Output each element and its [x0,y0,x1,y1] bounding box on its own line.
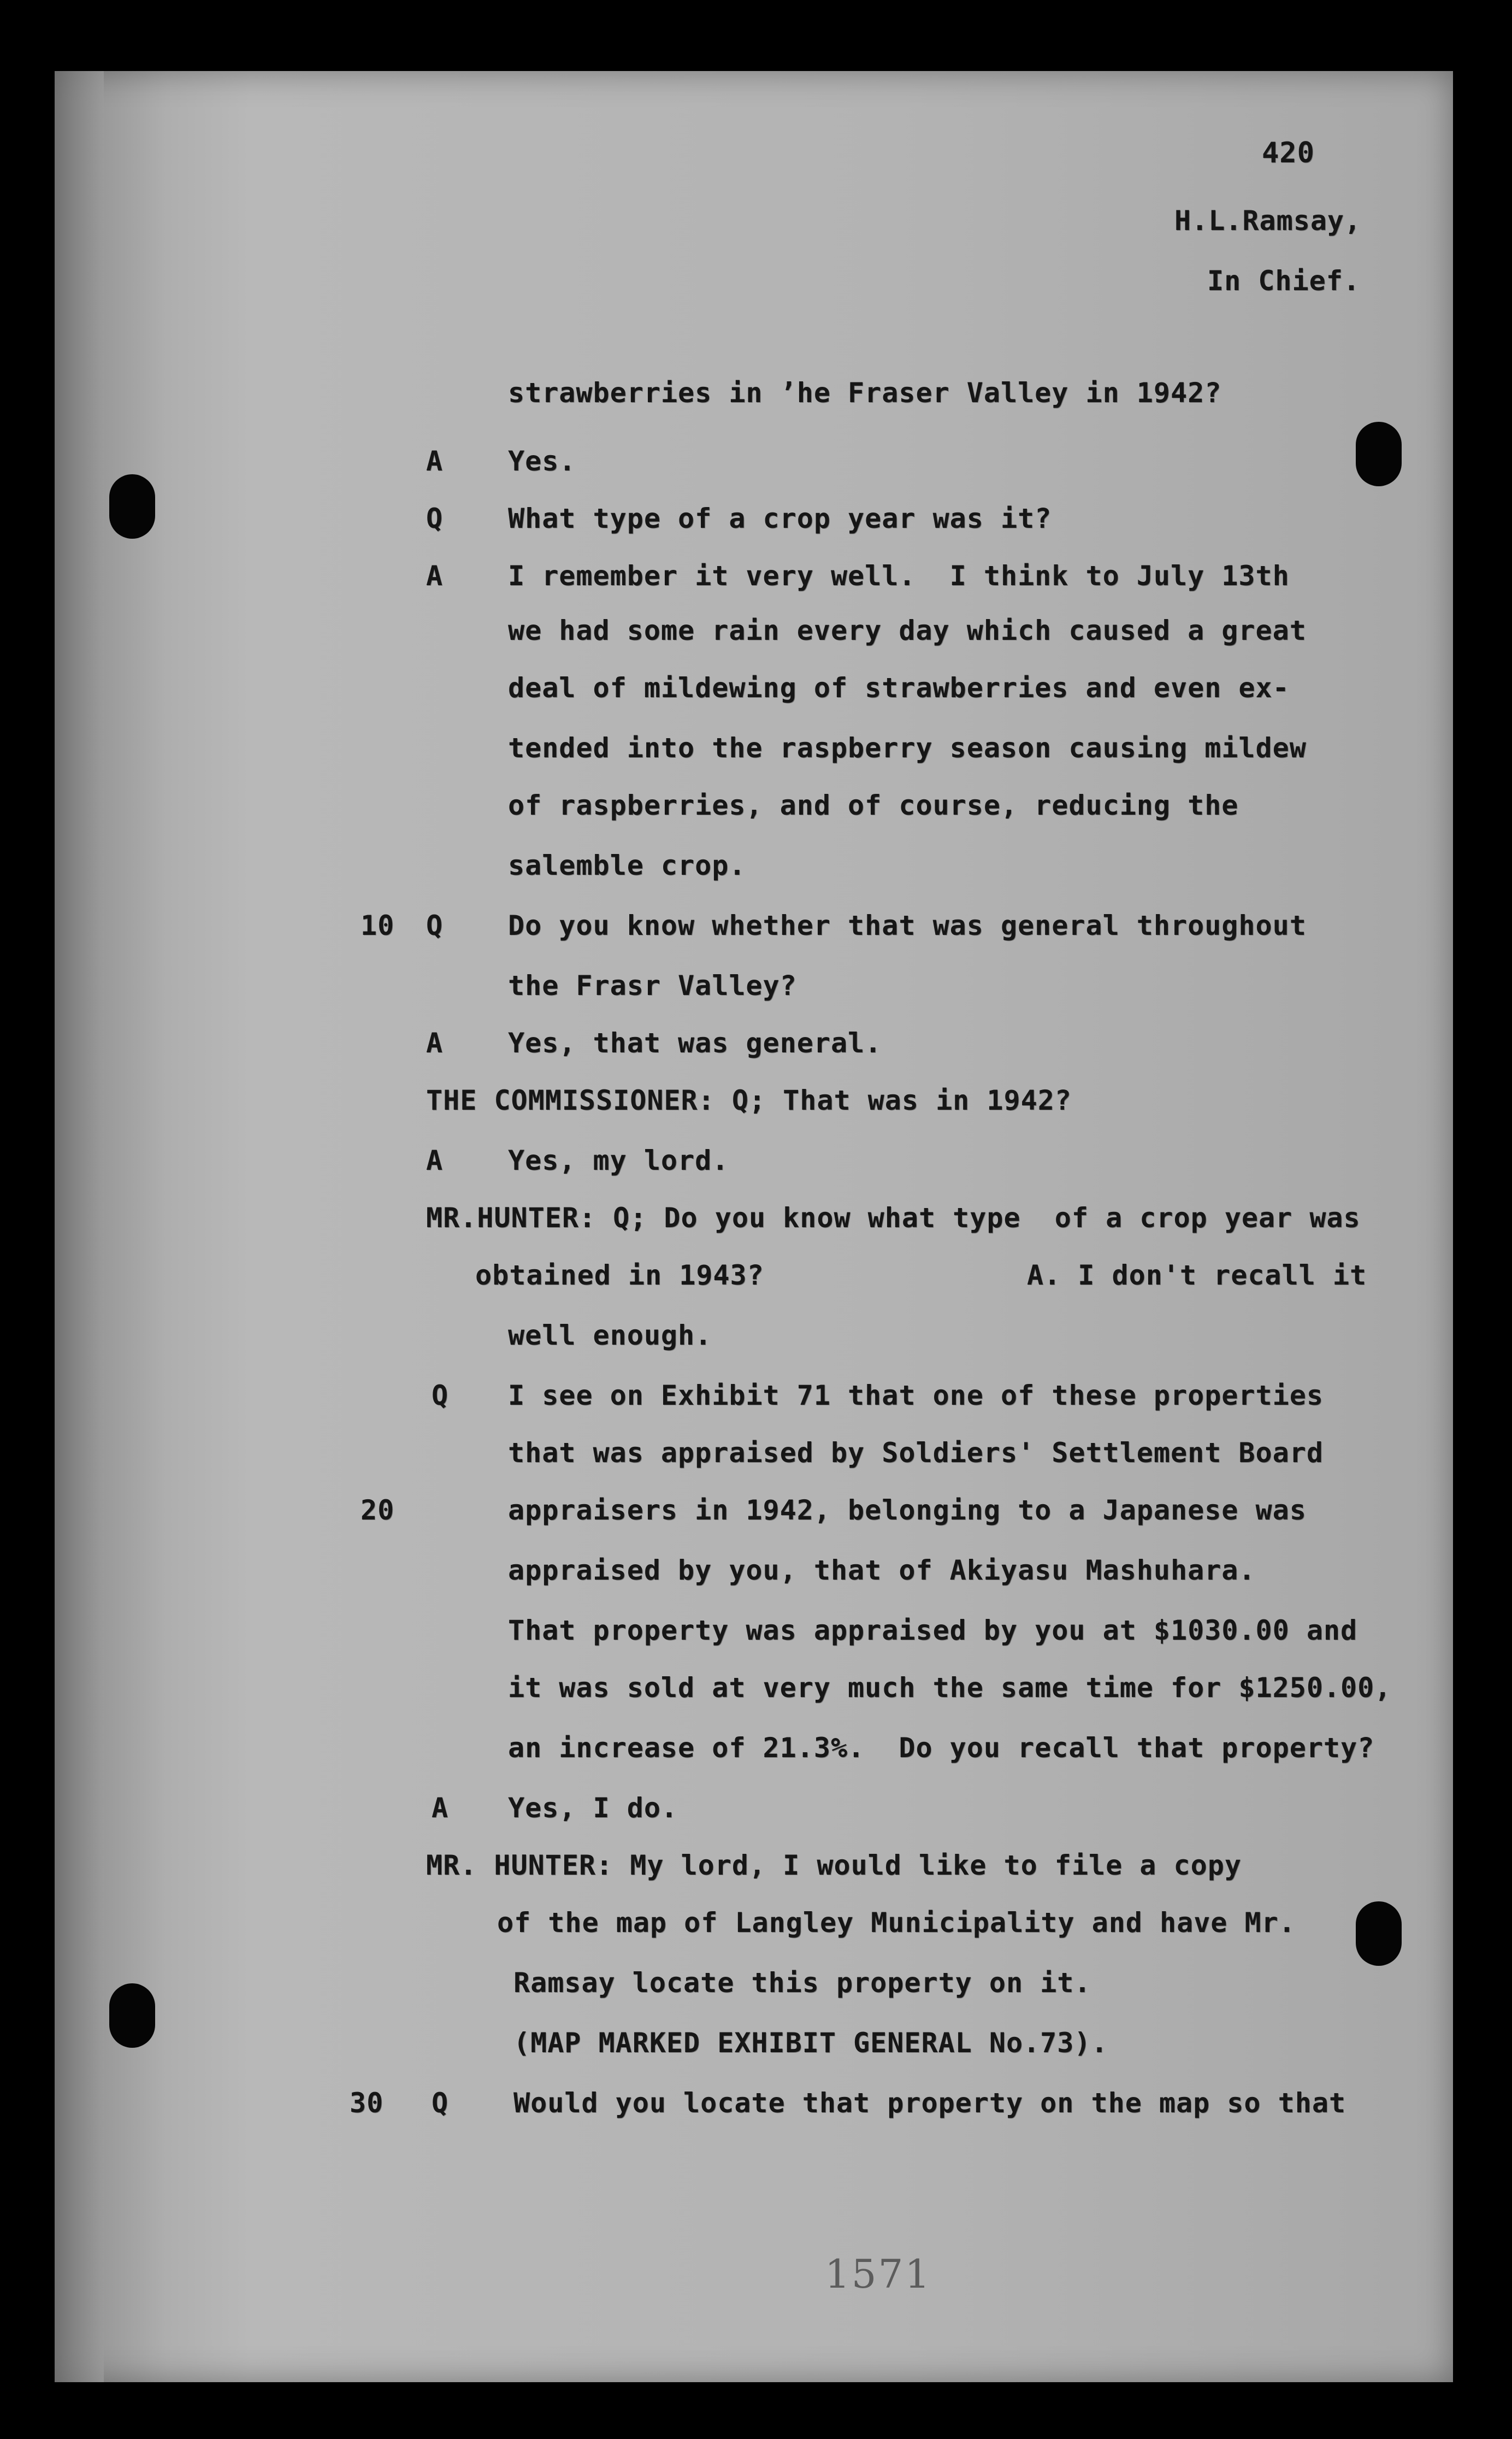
transcript-line: we had some rain every day which caused a great [508,615,1307,646]
witness-examination: In Chief. [1207,265,1360,297]
transcript-line: Yes, I do. [508,1792,678,1824]
transcript-line: Yes. [508,445,576,477]
transcript-line: Would you locate that property on the map so that [513,2087,1346,2119]
speaker-marker: Q [426,910,444,941]
speaker-marker: A [426,445,444,477]
transcript-line: of raspberries, and of course, reducing the [508,790,1239,821]
transcript-line: I see on Exhibit 71 that one of these properties [508,1380,1324,1411]
transcript-line: appraised by you, that of Akiyasu Mashuhara. [508,1554,1256,1586]
speaker-marker: Q [426,503,444,534]
transcript-line: that was appraised by Soldiers' Settlement Board [508,1437,1324,1469]
speaker-marker: Q [432,2087,449,2119]
transcript-line: Yes, my lord. [508,1145,729,1176]
transcript-line: tended into the raspberry season causing mildew [508,732,1307,764]
margin-line-number: 20 [361,1494,395,1526]
transcript-line: it was sold at very much the same time for $1250.00, [508,1672,1392,1704]
transcript-line: an increase of 21.3%. Do you recall that property? [508,1732,1375,1764]
binder-hole-left-top [109,474,155,539]
binder-hole-right-bottom [1356,1901,1402,1966]
transcript-line: Do you know whether that was general throughout [508,910,1307,941]
transcript-line: strawberries in ’he Fraser Valley in 1942? [508,377,1222,409]
transcript-line: of the map of Langley Municipality and have Mr. [497,1907,1296,1939]
speaker-marker: A [426,560,444,592]
transcript-line: obtained in 1943? [475,1259,764,1291]
transcript-line: Ramsay locate this property on it. [513,1967,1091,1999]
speaker-marker: A [432,1792,449,1824]
transcript-line: MR.HUNTER: Q; Do you know what type of a crop year was [426,1202,1361,1234]
margin-line-number: 10 [361,910,395,941]
binder-hole-right-top [1356,422,1402,486]
transcript-line: THE COMMISSIONER: Q; That was in 1942? [426,1085,1072,1116]
archive-stamp-number: 1571 [825,2251,932,2297]
transcript-line: deal of mildewing of strawberries and even ex- [508,672,1290,704]
margin-line-number: 30 [350,2087,384,2119]
transcript-line: What type of a crop year was it? [508,503,1052,534]
transcript-line: the Frasr Valley? [508,970,797,1001]
binder-hole-left-bottom [109,1983,155,2048]
transcript-line: salemble crop. [508,850,746,881]
transcript-line: I remember it very well. I think to July 13th [508,560,1290,592]
transcript-line: well enough. [508,1319,712,1351]
transcript-line: (MAP MARKED EXHIBIT GENERAL No.73). [513,2027,1108,2059]
speaker-marker: A [426,1027,444,1059]
witness-name: H.L.Ramsay, [1174,205,1362,237]
page-edge-shadow [55,71,104,2382]
transcript-line: That property was appraised by you at $1030.00 and [508,1615,1358,1646]
transcript-line: appraisers in 1942, belonging to a Japanese was [508,1494,1307,1526]
transcript-line: Yes, that was general. [508,1027,882,1059]
answer-inline: A. I don't recall it [1027,1259,1367,1291]
transcript-line: MR. HUNTER: My lord, I would like to file a copy [426,1849,1242,1881]
speaker-marker: A [426,1145,444,1176]
speaker-marker: Q [432,1380,449,1411]
page-number: 420 [1262,137,1315,169]
